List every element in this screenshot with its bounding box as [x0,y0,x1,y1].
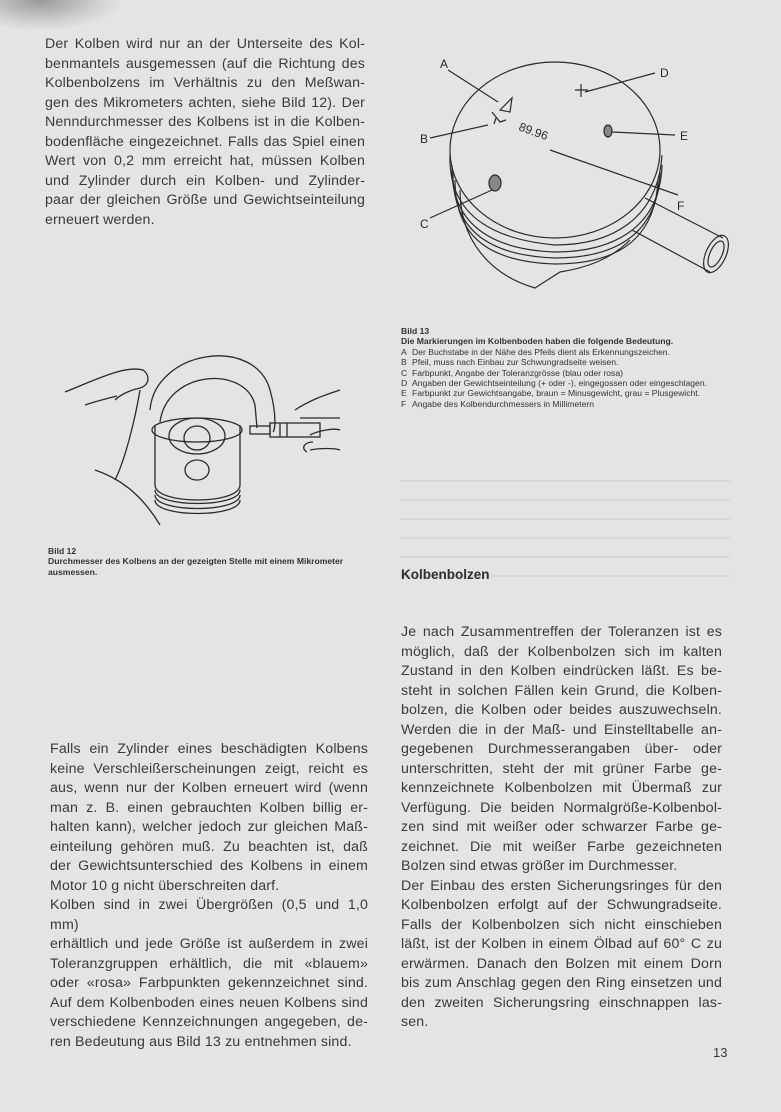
label-e: E [680,129,689,143]
text-line: Verfügung. Die beiden Normalgröße-Kolbenbol- [401,799,722,816]
text-line: Falls ein Zylinder eines beschädigten Kolbens [50,741,368,757]
text-line: Motor 10 g nicht überschreiten darf. [50,877,280,894]
legend-text: Angabe des Kolbendurchmessers in Millimetern [412,398,594,409]
text-line: kennzeichnete Kolbenbolzen mit Übermaß zur [401,780,722,796]
figure-12-caption [48,546,348,577]
left-hand [65,369,160,525]
legend-item [401,368,731,378]
text-line: Toleranzgruppen erhältlich, die mit «blauem» [50,955,368,972]
legend-key: F [401,398,407,409]
text-line: paar der gleichen Größe und Gewichtseinteilung [45,192,365,208]
text-line: Der Kolben wird nur an der Unterseite des Kol- [45,36,365,52]
scan-shadow [0,0,120,30]
text-line: erneuert werden. [45,211,155,228]
text-line: möglich, daß der Kolbenbolzen sich im kalten [401,643,722,660]
piston-top [152,418,242,442]
plus-mark [575,84,588,97]
text-line: Kolbenbolzen erfolgt auf der Schwungradseite. [401,897,722,913]
page-number: 13 [713,1045,728,1060]
tolerance-paragraph [50,740,368,1052]
text-line: läßt, ist der Kolben in einem Ölbad auf 60° C zu [401,936,722,952]
figure-12-micrometer-illustration [55,330,355,530]
legend-text: Angaben der Gewichtseinteilung (+ oder -), eingegossen oder eingeschlagen. [412,378,708,389]
text-line: Falls der Kolbenbolzen sich nicht einschieben [401,916,722,933]
text-line: Nenndurchmesser des Kolbens ist in die Kolben- [45,114,365,130]
label-a: A [440,57,449,71]
micrometer-spindle [250,426,270,434]
legend-text: Der Buchstabe in der Nähe des Pfeils dient als Erkennungszeichen. [412,346,670,357]
text-line: bolzen, die Kolben oder beides auszuwechseln. [401,702,722,718]
text-line: und Zylinder durch ein Kolben- und Zylinder- [45,172,365,189]
legend-key: A [401,346,407,357]
piston-pin-hole [185,460,209,480]
text-line: Auf dem Kolbenboden eines neuen Kolbens sind [50,994,368,1011]
text-line: bis zum Anschlag gegen den Ring einsetzen und [401,975,722,991]
text-line: zen sind mit weißer oder schwarzer Farbe ge- [401,819,722,835]
label-f: F [677,199,685,213]
text-line: sen. [401,1014,429,1030]
text-line: Bolzen sind etwas größer im Durchmesser. [401,858,678,874]
intro-paragraph [45,35,365,230]
figure-13-legend [401,347,731,409]
text-line: bodenfläche eingezeichnet. Falls das Spiel einen [45,133,365,150]
legend-item [401,347,731,357]
text-line: man z. B. einen gebrauchten Kolben billig er- [50,799,368,816]
text-line: Zustand in den Kolben eindrücken läßt. Es be- [401,663,722,679]
piston-crown [450,62,660,238]
figure-13-description: Die Markierungen im Kolbenboden haben die folgende Bedeutung. [401,336,674,347]
label-c: C [420,217,429,231]
text-line: oder «rosa» Farbpunkten gekennzeichnet sind. [50,975,368,991]
figure-12-description: Durchmesser des Kolbens an der gezeigten Stelle mit einem Mikrometer ausmessen. [48,556,344,577]
kolbenbolzen-paragraph [401,623,722,1033]
legend-text: Farbpunkt, Angabe der Toleranzgrösse (blau oder rosa) [412,367,623,378]
letter-a-mark [500,98,512,112]
text-line: steht in solchen Fällen kein Grund, die Kolben- [401,682,722,699]
text-line: aus, wenn nur der Kolben erneuert wird (wenn [50,780,368,796]
label-d: D [660,66,669,80]
text-line: der Gewichtsunterschied des Kolbens in einem [50,858,368,874]
section-heading-kolbenbolzen: Kolbenbolzen [401,567,490,582]
label-b: B [420,132,429,146]
legend-key: B [401,357,407,368]
text-line: Je nach Zusammentreffen der Toleranzen ist es [401,624,722,640]
piston-skirt [460,190,630,288]
text-line: gen des Mikrometers achten, siehe Bild 12). Der [45,94,365,111]
text-line: den zweiten Sicherungsring einschnappen las- [401,994,722,1011]
text-line: Werden die in der Maß- und Einstelltabelle an- [401,721,722,738]
legend-text: Pfeil, muss nach Einbau zur Schwungradseite weisen. [412,357,619,368]
text-line: Wert von 0,2 mm erreicht hat, müssen Kolben [45,153,365,169]
text-line: unterschritten, steht der mit grüner Farbe ge- [401,760,722,777]
text-line: keine Verschleißerscheinungen zeigt, reicht es [50,760,368,777]
micrometer-thimble [270,423,320,437]
legend-item [401,378,731,388]
diameter-marking: 89.96 [516,119,550,144]
legend-key: E [401,388,407,399]
dot-c [489,175,501,191]
legend-item [401,388,731,398]
legend-text: Farbpunkt zur Gewichtsangabe, braun = Minusgewicht, grau = Plusgewicht. [412,388,701,399]
text-line: benmantels ausgemessen (auf die Richtung des [45,55,365,72]
legend-key: C [401,367,408,378]
text-line: halten kann), welcher jedoch zur gleichen Maß- [50,819,368,835]
piston-body [155,425,240,500]
bleed-through-texture [400,480,730,580]
text-line: Kolbenbolzens im Verhältnis zu den Meßwan- [45,75,365,91]
legend-key: D [401,378,408,389]
micrometer-frame-inner [160,379,257,428]
arrow-mark [492,112,506,124]
dot-e [604,125,612,137]
text-line: verschiedene Kennzeichnungen angegeben, de- [50,1014,368,1030]
text-line: erwärmen. Danach den Bolzen mit einem Dorn [401,955,722,972]
figure-13-title: Bild 13 [401,326,430,336]
text-line: gegebenen Durchmesserangaben über- oder [401,741,722,757]
figure-12-title: Bild 12 [48,546,77,556]
legend-item [401,357,731,367]
figure-13-piston-markings-illustration [400,40,740,320]
right-hand [295,390,340,452]
text-line: Der Einbau des ersten Sicherungsringes für den [401,877,722,894]
figure-13-caption [401,326,731,409]
text-line: ren Bedeutung aus Bild 13 zu entnehmen sind. [50,1033,352,1050]
text-line: erhältlich und jede Größe ist außerdem in zwei [50,936,368,952]
text-line: zeichnet. Die mit weißer Farbe gezeichneten [401,838,722,855]
legend-item [401,399,731,409]
text-line: einteilung gehören muß. Zu beachten ist, daß [50,838,368,855]
text-line: Kolben sind in zwei Übergrößen (0,5 und 1,0 mm) [50,897,368,933]
